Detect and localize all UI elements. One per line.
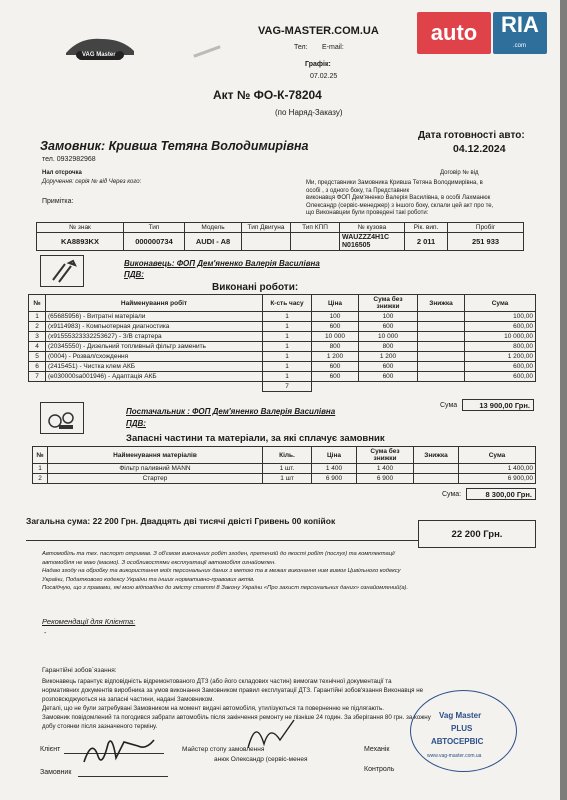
parts-cell: 1 400,00: [459, 464, 536, 474]
parts-cell: Стартер: [48, 474, 263, 484]
works-pdv: ПДВ:: [124, 270, 144, 279]
total-line: Загальна сума: 22 200 Грн. Двадцять дві тисячі двісті Гривень 00 копійок: [26, 516, 336, 526]
ready-date: 04.12.2024: [453, 143, 506, 155]
stamp-url: www.vag-master.com.ua: [427, 753, 482, 759]
vehicle-gearbox: [291, 233, 340, 251]
parts-sum-label: Сума:: [442, 491, 462, 498]
works-header: Сума: [465, 295, 536, 312]
parts-header: Ціна: [312, 447, 357, 464]
site-name: VAG-MASTER.COM.UA: [258, 25, 379, 37]
contract-label: Договір № від: [440, 170, 479, 176]
works-cell: 1: [29, 312, 46, 322]
works-cell: 600: [359, 322, 418, 332]
works-cell: 2: [29, 322, 46, 332]
works-cell: 1: [263, 362, 312, 372]
vehicle-header: Тип Двигуна: [242, 223, 291, 233]
works-row: [29, 322, 536, 332]
works-cell: [418, 372, 465, 382]
works-cell: 800: [359, 342, 418, 352]
master-name: анюк Олександр (сервіс-менея: [214, 756, 308, 763]
guarantee-block: [42, 677, 431, 731]
works-cell: 100: [359, 312, 418, 322]
parts-cell: 2: [33, 474, 48, 484]
total-box: [418, 520, 536, 548]
total-amount: 22 200 Грн.: [451, 528, 503, 540]
guarantee-line: Замовник повідомлений та погодився забрати автомобіль після закінчення ремонту не пізніше 24 годин. За зберігання 80 грн. за кожну: [42, 714, 431, 721]
note-line: Посвідчую, що з правами, які мою відповідно до змісту статті 8 Закону України «Про захист персональних даних» ознайомлений(а).: [42, 585, 409, 592]
parts-header: Найменування матеріалів: [48, 447, 263, 464]
tools-icon: [40, 255, 84, 287]
works-header: Найменування робіт: [46, 295, 263, 312]
works-total-row: [29, 382, 536, 392]
works-cell: 600: [359, 362, 418, 372]
prymitka-label: Примітка:: [42, 198, 74, 205]
works-cell: 10 000: [312, 332, 359, 342]
vehicle-vin: WAUZZZ4H1C N016505: [340, 233, 405, 251]
works-cell: 1: [263, 352, 312, 362]
stamp-top: Vag Master: [439, 711, 482, 720]
works-cell: 600,00: [465, 362, 536, 372]
statement-line: що Виконавцем були проведені такі роботи:: [306, 210, 429, 217]
works-cell: 1: [263, 342, 312, 352]
act-title: Акт № ФО-К-78204: [213, 88, 322, 102]
vehicle-table: [36, 222, 524, 251]
stamp-bottom: АВТОСЕРВІС: [431, 737, 484, 746]
ready-label: Дата готовності авто:: [418, 130, 525, 141]
works-cell: [418, 362, 465, 372]
works-cell: 800: [312, 342, 359, 352]
works-cell: 600: [359, 372, 418, 382]
master-signature: [240, 714, 300, 754]
parts-table: [32, 446, 536, 484]
master-label: Майстер стопу замовлення: [182, 746, 265, 753]
works-cell: [418, 352, 465, 362]
email-label: E-mail:: [322, 44, 344, 51]
works-cell: 1: [263, 332, 312, 342]
works-cell: 1 200,00: [465, 352, 536, 362]
parts-sum-box: [466, 488, 536, 500]
vehicle-year: 2 011: [405, 233, 448, 251]
works-table: [28, 294, 536, 392]
parts-cell: 6 900: [357, 474, 414, 484]
act-date: 07.02.25: [310, 73, 338, 80]
vehicle-header: Модель: [185, 223, 242, 233]
works-cell: [418, 332, 465, 342]
works-cell: 1 200: [359, 352, 418, 362]
parts-cell: Фільтр паливний MANN: [48, 464, 263, 474]
works-cell: 600,00: [465, 322, 536, 332]
guarantee-line: добу стоянки після зазначеного терміну.: [42, 723, 158, 730]
works-title: Виконані роботи:: [212, 282, 299, 293]
parts-row: [33, 474, 536, 484]
vehicle-type: 000000734: [124, 233, 185, 251]
works-cell: 600: [312, 322, 359, 332]
guarantee-title: Гарантійні зобов`язання:: [42, 667, 117, 674]
parts-cell: 6 900,00: [459, 474, 536, 484]
autoria-watermark: [417, 12, 547, 54]
works-sum: 13 900,00 Грн.: [479, 401, 530, 410]
control-label: Контроль: [364, 766, 395, 773]
parts-cell: 1 шт: [263, 474, 312, 484]
vehicle-values-row: [37, 233, 524, 251]
doruch-label: Доручення: серія № від Через кого:: [42, 179, 142, 185]
customer-sign-line: [78, 776, 168, 777]
works-row: [29, 332, 536, 342]
works-header: Ціна: [312, 295, 359, 312]
recommend-label: Рекомендації для Клієнта:: [42, 617, 136, 626]
parts-header: Сума: [459, 447, 536, 464]
service-stamp: [410, 690, 517, 772]
ria-com-label: .com: [513, 43, 527, 49]
works-cell: [418, 322, 465, 332]
parts-cell: 1 400: [357, 464, 414, 474]
works-total-hours: 7: [263, 382, 312, 392]
pen-mark: [193, 45, 220, 57]
works-sum-label: Сума: [440, 402, 458, 409]
works-row: [29, 352, 536, 362]
works-cell: 1 200: [312, 352, 359, 362]
parts-cell: 6 900: [312, 474, 357, 484]
vehicle-engine: [242, 233, 291, 251]
works-cell: 1: [263, 372, 312, 382]
schedule-label: Графік:: [305, 61, 331, 68]
parts-header-row: [33, 447, 536, 464]
works-cell: 600: [312, 372, 359, 382]
works-cell: 6: [29, 362, 46, 372]
guarantee-line: нормативних документів виробника за умов виконання Замовником правил експлуатації ДТЗ. Гарантійні зобов'язання Виконавця не: [42, 687, 424, 694]
parts-cell: 1 400: [312, 464, 357, 474]
note-line: України, Податкового кодексу України та інших нормативно-правових актів.: [42, 576, 255, 583]
vehicle-header: Рік. вип.: [405, 223, 448, 233]
parts-cell: [414, 464, 459, 474]
note-line: Надаю згоду на обробку та використання моїх персональних даних з метою та в межах виконання ним вимог Цивільного кодексу: [42, 568, 401, 575]
statement-line: Ми, представники Замовника Кривша Тетяна Володимирівна, в: [306, 180, 483, 186]
parts-icon: [40, 402, 84, 434]
works-header-row: [29, 295, 536, 312]
vehicle-header: № кузова: [340, 223, 405, 233]
works-cell: 3: [29, 332, 46, 342]
parts-cell: 1: [33, 464, 48, 474]
statement-text: [306, 180, 493, 218]
statement-line: особі , з одного боку, та Представник: [306, 187, 410, 194]
works-cell: 4: [29, 342, 46, 352]
works-cell: (x91555323332253627) - З/В стартера: [46, 332, 263, 342]
auto-label: auto: [417, 12, 491, 54]
works-cell: (0004) - Розвал/схождення: [46, 352, 263, 362]
works-executor: Виконавець: ФОП Дем'яненко Валерія Василівна: [124, 259, 320, 268]
works-cell: 1: [263, 312, 312, 322]
parts-cell: 1 шт.: [263, 464, 312, 474]
note-line: Автомобіль та тех. паспорт отримав. З об'ємом виконаних робіт згоден, претензій до якості робіт (послуг) та комплектації: [42, 551, 395, 557]
parts-supplier: Постачальник : ФОП Дем'яненко Валерія Василівна: [126, 407, 336, 416]
works-cell: (x9114983) - Компьютерная диагностика: [46, 322, 263, 332]
works-sum-box: [462, 399, 534, 411]
vehicle-header: № знак: [37, 223, 124, 233]
works-header: К-сть часу: [263, 295, 312, 312]
car-logo-icon: [60, 33, 140, 63]
works-cell: 1: [263, 322, 312, 332]
works-cell: 7: [29, 372, 46, 382]
vehicle-header: Пробіг: [448, 223, 524, 233]
customer-sign-label: Замовник: [40, 769, 72, 776]
parts-cell: [414, 474, 459, 484]
guarantee-line: Деталі, що не були затребувані Замовником на момент видачі автомобіля, утилізуються та поверненню не підлягають.: [42, 705, 384, 712]
works-row: [29, 362, 536, 372]
parts-header: Сума без знижки: [357, 447, 414, 464]
works-cell: 600: [312, 362, 359, 372]
act-subtitle: (по Наряд-Заказу): [275, 108, 343, 117]
parts-sum: 8 300,00 Грн.: [485, 490, 532, 499]
works-cell: 100,00: [465, 312, 536, 322]
logo-text: VAG Master: [82, 52, 116, 58]
note-line: автомобіля не маю (маємо). З особливостями експлуатації автомобіля ознайомлен.: [42, 559, 276, 566]
client-sign-label: Клієнт: [40, 746, 61, 753]
works-row: [29, 342, 536, 352]
total-divider: [26, 540, 418, 541]
works-cell: 600,00: [465, 372, 536, 382]
works-header: Сума без знижки: [359, 295, 418, 312]
vehicle-header: Тип: [124, 223, 185, 233]
vehicle-plate: KA8893KX: [37, 233, 124, 251]
parts-header: Кіль.: [263, 447, 312, 464]
statement-line: Олександр (сервіс-менеджер) з іншого боку, склали цей акт про те,: [306, 202, 494, 209]
notes-block: [42, 550, 408, 593]
vag-master-logo: [60, 33, 140, 63]
works-cell: (65685956) - Витратні матеріали: [46, 312, 263, 322]
parts-header: №: [33, 447, 48, 464]
guarantee-line: розповсюджуються на запасні частини, надані Замовником.: [42, 696, 215, 703]
vehicle-model: AUDI - A8: [185, 233, 242, 251]
works-cell: [418, 342, 465, 352]
works-header: Знижка: [418, 295, 465, 312]
vehicle-header: Тип КПП: [291, 223, 340, 233]
works-cell: [418, 312, 465, 322]
parts-row: [33, 464, 536, 474]
works-cell: 10 000: [359, 332, 418, 342]
ria-label: RIA: [493, 12, 547, 54]
works-header: №: [29, 295, 46, 312]
customer-phone: тел. 0932982968: [42, 156, 96, 163]
works-cell: (2415451) - Чистка клем АКБ: [46, 362, 263, 372]
works-cell: 5: [29, 352, 46, 362]
vehicle-header-row: [37, 223, 524, 233]
tel-label: Тел:: [294, 44, 308, 51]
statement-line: виконавця ФОП Дем'яненко Валерія Василівна, в особі Лахманюк: [306, 195, 491, 202]
works-cell: (e030000sa001946) - Адаптація АКБ: [46, 372, 263, 382]
recommend-dash: -: [44, 630, 47, 637]
handwritten-signature: [80, 732, 160, 772]
works-cell: (20345550) - Дизельний топливный фільтр заменить: [46, 342, 263, 352]
stamp-mid: PLUS: [451, 724, 473, 733]
works-cell: 800,00: [465, 342, 536, 352]
parts-header: Знижка: [414, 447, 459, 464]
parts-pdv: ПДВ:: [126, 419, 146, 428]
vehicle-mileage: 251 933: [448, 233, 524, 251]
parts-title: Запасні частини та матеріали, за які сплачує замовник: [126, 433, 385, 444]
mechanic-label: Механік: [364, 746, 390, 753]
nal-label: Нал отсрочка: [42, 170, 82, 176]
customer-name: Замовник: Кривша Тетяна Володимирівна: [40, 139, 309, 153]
works-cell: 100: [312, 312, 359, 322]
works-row: [29, 312, 536, 322]
guarantee-line: Виконавець гарантує відповідність відремонтованого ДТЗ (або його складових частин) вимогам технічної документації та: [42, 678, 392, 685]
works-row: [29, 372, 536, 382]
works-cell: 10 000,00: [465, 332, 536, 342]
